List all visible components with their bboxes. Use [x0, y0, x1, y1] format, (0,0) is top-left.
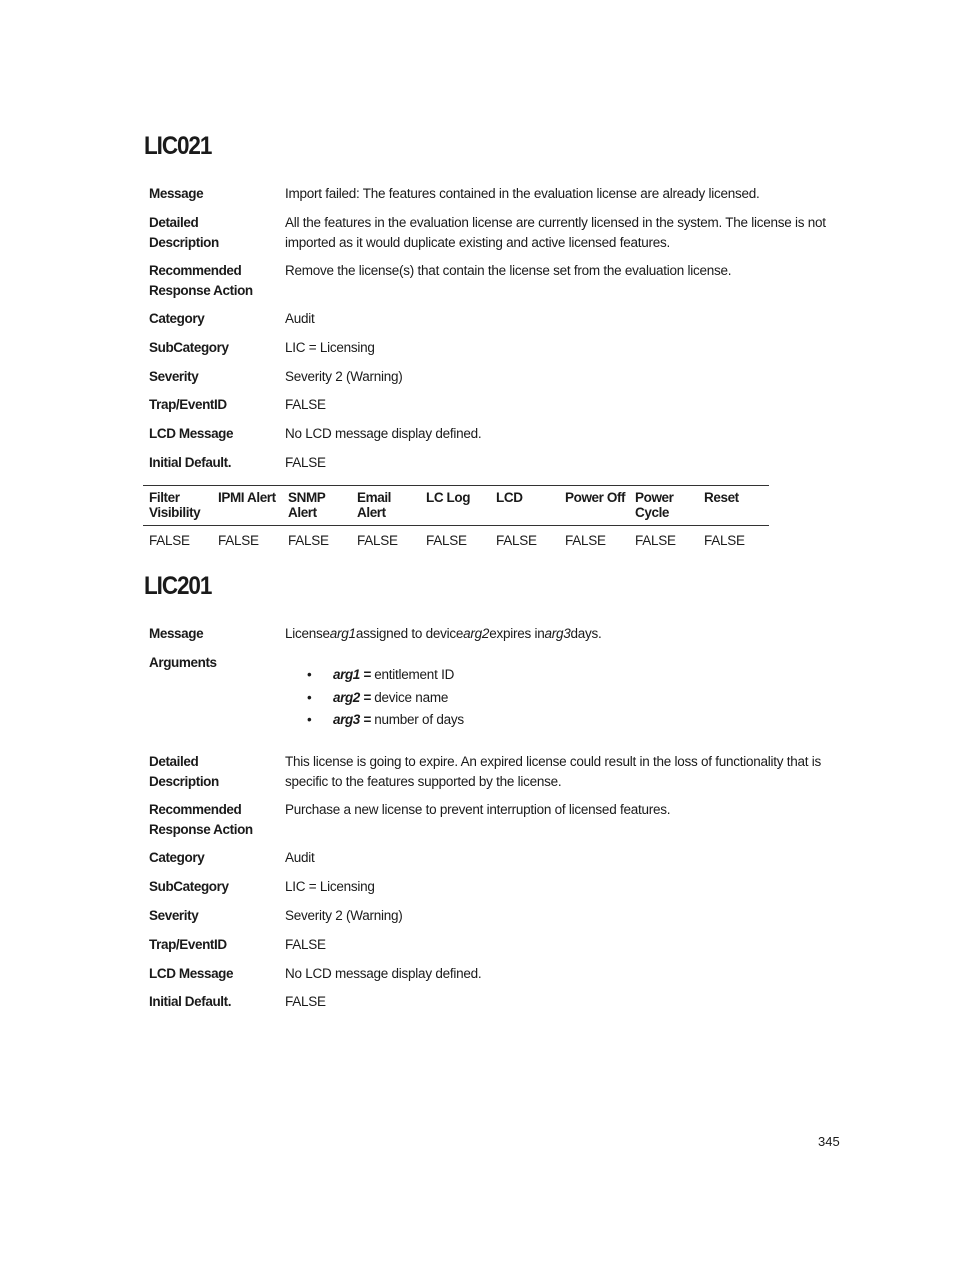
field-label: Arguments [149, 655, 217, 670]
table-header-rule [143, 525, 769, 526]
field-value: FALSE [285, 994, 326, 1009]
field-label: Message [149, 186, 204, 201]
field-label: Severity [149, 369, 199, 384]
table-header-cell: LC Log [426, 490, 471, 505]
table-header-cell: Filter Visibility [149, 490, 201, 520]
table-header-cell: Reset [704, 490, 739, 505]
table-header-cell: Power Off [565, 490, 626, 505]
message-arg: arg3 [544, 626, 571, 641]
section-title-lic021: LIC021 [144, 132, 212, 160]
table-cell: FALSE [218, 533, 259, 548]
bullet-icon: • [307, 712, 312, 727]
field-value: No LCD message display defined. [285, 966, 482, 981]
table-cell: FALSE [288, 533, 329, 548]
table-header-cell: Power Cycle [635, 490, 674, 520]
argument-name: arg2 = [333, 689, 371, 705]
message-arg: arg2 [463, 626, 490, 641]
table-cell: FALSE [704, 533, 745, 548]
argument-desc: device name [374, 689, 449, 705]
argument-desc: number of days [374, 712, 464, 727]
table-cell: FALSE [149, 533, 190, 548]
field-value: Audit [285, 850, 315, 865]
field-label: Detailed Description [149, 754, 219, 789]
field-value: FALSE [285, 937, 326, 952]
arguments-list [285, 665, 464, 733]
table-header-cell: Email Alert [357, 490, 392, 520]
message-text: expires in [489, 626, 545, 641]
argument-name: arg1 = [333, 667, 371, 682]
table-header-cell: LCD [496, 490, 523, 505]
section-title-lic201: LIC201 [144, 572, 212, 600]
field-value: Severity 2 (Warning) [285, 908, 403, 923]
bullet-icon: • [307, 689, 312, 705]
field-label: Initial Default. [149, 455, 232, 470]
field-label: Category [149, 311, 205, 326]
field-value [285, 624, 840, 644]
field-label: Severity [149, 908, 199, 923]
field-label: SubCategory [149, 340, 229, 355]
field-label: Initial Default. [149, 994, 232, 1009]
table-cell: FALSE [496, 533, 537, 548]
field-value: No LCD message display defined. [285, 426, 482, 441]
table-header-cell: SNMP Alert [288, 490, 326, 520]
field-value: LIC = Licensing [285, 340, 375, 355]
argument-desc: entitlement ID [374, 667, 455, 682]
field-label: Detailed Description [149, 215, 219, 250]
message-text: assigned to device [355, 626, 464, 641]
field-value: Severity 2 (Warning) [285, 369, 403, 384]
field-label: Trap/EventID [149, 397, 227, 412]
field-value: Import failed: The features contained in the evaluation license are already licensed. [285, 186, 760, 201]
field-value: FALSE [285, 455, 326, 470]
message-arg: arg1 [329, 626, 356, 641]
message-text: License [285, 626, 330, 641]
field-value: Purchase a new license to prevent interruption of licensed features. [285, 802, 671, 817]
field-label: LCD Message [149, 966, 234, 981]
field-value: All the features in the evaluation license are currently licensed in the system. The license is not imported as it would duplicate existing and active licensed features. [285, 215, 826, 250]
table-top-rule [143, 485, 769, 486]
field-label: LCD Message [149, 426, 234, 441]
page-number: 345 [818, 1134, 840, 1149]
field-value: Remove the license(s) that contain the license set from the evaluation license. [285, 263, 732, 278]
field-value: This license is going to expire. An expired license could result in the loss of functionality that is specific to the features supported by the license. [285, 754, 822, 789]
argument-item [285, 710, 464, 733]
table-header-cell: IPMI Alert [218, 490, 276, 505]
field-label: Recommended Response Action [149, 802, 253, 837]
argument-item [285, 688, 464, 711]
field-label: Message [149, 626, 204, 641]
table-cell: FALSE [635, 533, 676, 548]
field-value: FALSE [285, 397, 326, 412]
field-value: Audit [285, 311, 315, 326]
argument-name: arg3 = [333, 712, 371, 727]
message-text: days. [570, 626, 602, 641]
argument-item [285, 665, 464, 688]
field-label: Recommended Response Action [149, 263, 253, 298]
field-label: Trap/EventID [149, 937, 227, 952]
table-cell: FALSE [357, 533, 398, 548]
bullet-icon: • [307, 667, 312, 682]
field-label: Category [149, 850, 205, 865]
table-cell: FALSE [426, 533, 467, 548]
field-value: LIC = Licensing [285, 879, 375, 894]
field-label: SubCategory [149, 879, 229, 894]
table-cell: FALSE [565, 533, 606, 548]
